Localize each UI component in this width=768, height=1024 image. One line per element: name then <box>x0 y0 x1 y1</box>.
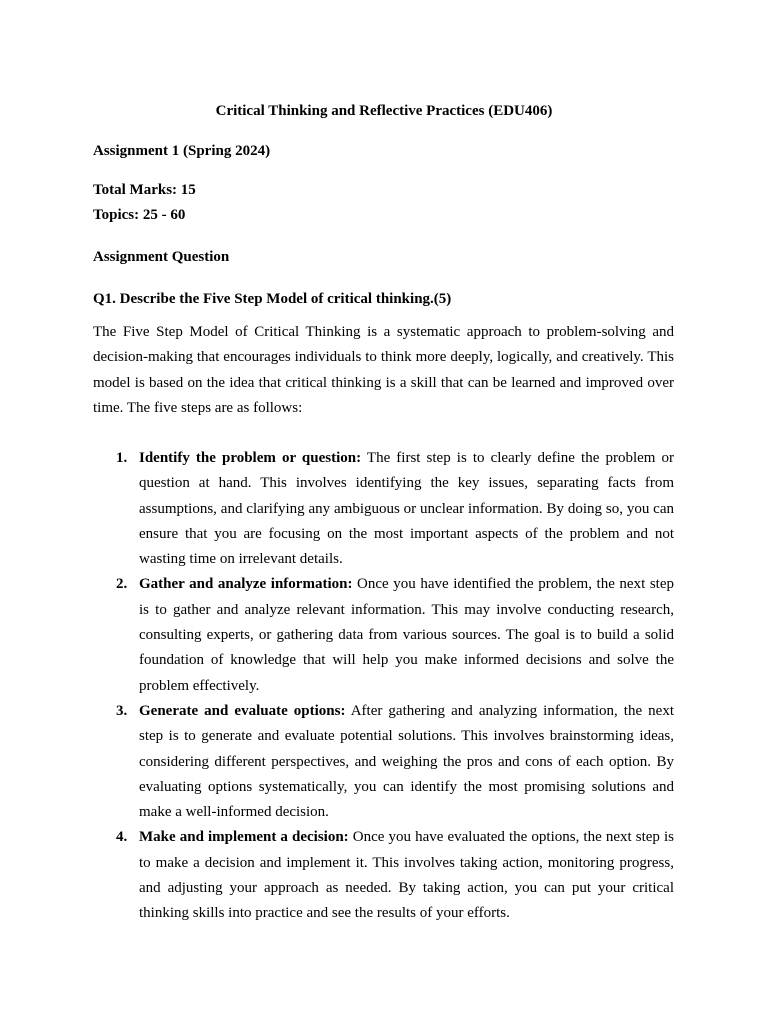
step-number: 4. <box>116 829 128 846</box>
step-text: Once you have evaluated the options, the next step is to make a decision and implement it. This involves taking action, monitoring progress, and adjusting your approach as needed. By taking action, you can put your critical thinking skills into practice and see the results of your efforts. <box>139 829 674 922</box>
intro-paragraph: The Five Step Model of Critical Thinking is a systematic approach to problem-solving and decision-making that encourages individuals to think more deeply, logically, and creatively. This model is based on the idea that critical thinking is a skill that can be learned and improved over time. The five steps are as follows: <box>93 324 674 416</box>
step-heading: Make and implement a decision: <box>139 829 349 846</box>
step-number: 2. <box>116 576 128 593</box>
step-number: 3. <box>116 702 128 719</box>
list-item <box>93 572 674 698</box>
question-heading: Q1. Describe the Five Step Model of critical thinking.(5) <box>93 291 452 307</box>
total-marks: Total Marks: 15 <box>93 182 196 198</box>
topics: Topics: 25 - 60 <box>93 207 186 223</box>
step-heading: Generate and evaluate options: <box>139 702 346 719</box>
step-heading: Identify the problem or question: <box>139 450 362 466</box>
step-text: The first step is to clearly define the problem or question at hand. This involves identifying the key issues, separating facts from assumptions, and clarifying any ambiguous or unclear information. By doing so, you can ensure that you are focusing on the most important aspects of the problem and not wasting time on irrelevant details. <box>139 450 675 568</box>
step-text: Once you have identified the problem, the next step is to gather and analyze relevant information. This may involve conducting research, consulting experts, or gathering data from various sources. The goal is to build a solid foundation of knowledge that will help you make informed decisions and solve the problem effectively. <box>139 576 675 694</box>
list-item <box>93 699 674 825</box>
list-item <box>93 446 674 572</box>
list-item <box>93 825 674 926</box>
step-heading: Gather and analyze information: <box>139 576 353 593</box>
step-number: 1. <box>116 450 128 466</box>
assignment-label: Assignment 1 (Spring 2024) <box>93 143 271 159</box>
steps-list <box>93 446 674 927</box>
document-title: Critical Thinking and Reflective Practices (EDU406) <box>215 103 553 119</box>
section-heading: Assignment Question <box>93 249 230 265</box>
step-text: After gathering and analyzing information, the next step is to generate and evaluate potential solutions. This involves brainstorming ideas, considering different perspectives, and weighing the pros and cons of each option. By evaluating options systematically, you can identify the most promising solutions and make a well-informed decision. <box>139 702 674 821</box>
